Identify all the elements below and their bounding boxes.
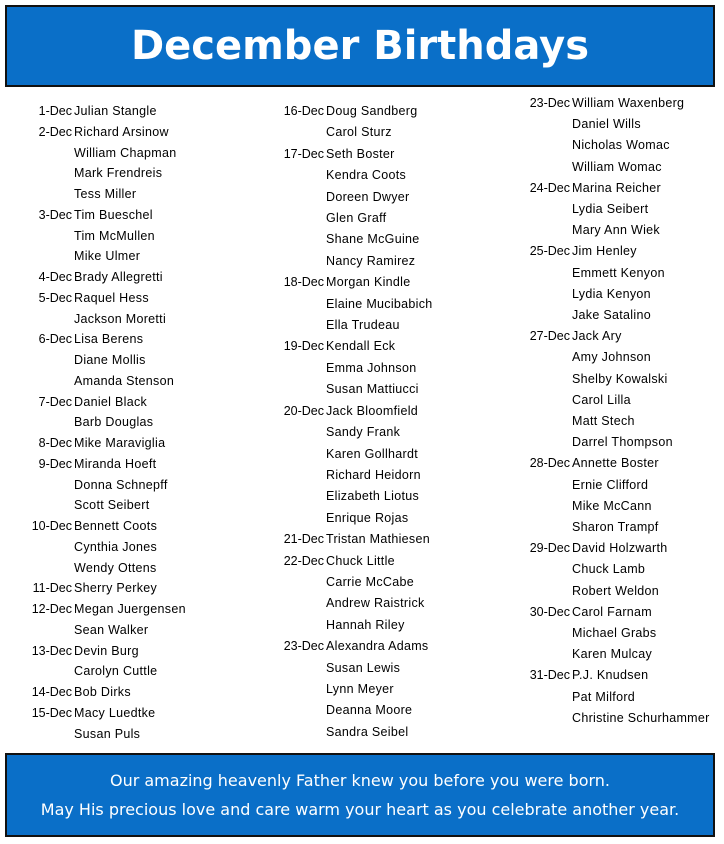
birthday-names [572, 241, 665, 326]
birthday-name: Tess Miller [74, 187, 137, 201]
birthday-names [74, 599, 186, 641]
birthday-names [74, 329, 174, 391]
birthday-entry [510, 665, 710, 729]
birthday-entry [12, 599, 186, 641]
birthday-date: 3-Dec [38, 207, 72, 222]
birthday-names [572, 665, 710, 729]
birthday-name: Shane McGuine [326, 232, 420, 247]
birthday-date: 18-Dec [283, 275, 324, 290]
birthday-date: 23-Dec [283, 639, 324, 654]
birthday-name: Lynn Meyer [326, 681, 394, 696]
footer-line-2: May His precious love and care warm your heart as you celebrate another year. [40, 800, 680, 819]
birthday-date: 16-Dec [283, 104, 324, 118]
birthday-name: Amanda Stenson [74, 373, 175, 388]
birthday-names [572, 93, 684, 178]
birthday-name: Carol Lilla [572, 392, 631, 407]
birthday-name: Tim McMullen [74, 228, 155, 243]
birthday-name: Amy Johnson [572, 350, 652, 365]
birthday-name: Mark Frendreis [74, 166, 163, 181]
birthday-names [572, 453, 659, 538]
birthday-date: 2-Dec [38, 124, 72, 139]
birthday-date: 14-Dec [31, 685, 72, 699]
birthday-name: Shelby Kowalski [572, 371, 668, 386]
birthday-name: Darrel Thompson [572, 435, 673, 450]
birthday-names [74, 454, 168, 516]
birthday-entry [264, 336, 433, 400]
birthday-name: Raquel Hess [74, 290, 149, 305]
birthday-entry [12, 288, 186, 330]
birthday-date: 22-Dec [283, 553, 324, 568]
birthday-name: Jackson Moretti [74, 311, 167, 326]
birthday-name: Devin Burg [74, 643, 139, 658]
birthday-name: Richard Heidorn [326, 467, 421, 482]
birthday-names [572, 602, 657, 666]
birthday-name: P.J. Knudsen [572, 668, 649, 683]
birthday-date: 31-Dec [529, 668, 570, 683]
birthday-entry [510, 93, 710, 178]
birthday-names [74, 101, 157, 122]
birthday-date: 21-Dec [283, 532, 324, 547]
birthday-names [74, 205, 155, 267]
birthday-name: Ella Trudeau [326, 318, 400, 333]
birthday-name: Jim Henley [572, 244, 637, 259]
birthday-name: Lisa Berens [74, 332, 144, 347]
birthday-entry [12, 205, 186, 267]
birthday-name: Kendall Eck [326, 339, 396, 354]
birthday-entry [12, 433, 186, 454]
birthday-names [74, 703, 155, 745]
birthday-name: Emmett Kenyon [572, 265, 665, 280]
birthday-entry [12, 267, 186, 288]
birthday-name: Bennett Coots [74, 519, 158, 533]
birthday-name: Alexandra Adams [326, 639, 429, 654]
birthday-column-2 [264, 101, 433, 743]
birthday-name: Nicholas Womac [572, 138, 670, 153]
birthday-entry [12, 641, 186, 683]
birthday-name: Morgan Kindle [326, 275, 411, 290]
birthday-entry [264, 529, 433, 550]
birthday-name: Annette Boster [572, 456, 659, 471]
footer-line-1: Our amazing heavenly Father knew you before you were born. [109, 771, 611, 790]
birthday-names [326, 272, 433, 336]
birthday-name: William Waxenberg [572, 96, 685, 110]
birthday-entry [12, 329, 186, 391]
birthday-name: Mike Maraviglia [74, 436, 166, 450]
birthday-entry [264, 551, 433, 637]
birthday-entry [264, 401, 433, 529]
birthday-name: Richard Arsinow [74, 124, 169, 139]
birthday-name: Miranda Hoeft [74, 456, 157, 471]
birthday-names [74, 267, 163, 288]
birthday-name: Wendy Ottens [74, 560, 157, 575]
title-banner [5, 5, 715, 87]
birthday-names [572, 178, 661, 242]
birthday-date: 6-Dec [38, 332, 72, 347]
birthday-entry [12, 578, 186, 599]
birthday-name: Emma Johnson [326, 360, 417, 375]
birthday-name: Doreen Dwyer [326, 189, 410, 204]
birthday-entry [510, 326, 710, 453]
birthday-names [74, 392, 153, 434]
birthday-name: Elizabeth Liotus [326, 489, 420, 504]
birthday-name: Jack Ary [572, 329, 622, 344]
birthday-name: Elaine Mucibabich [326, 296, 433, 311]
birthday-name: Seth Boster [326, 146, 395, 161]
birthday-name: William Chapman [74, 145, 177, 160]
birthday-name: Nancy Ramirez [326, 253, 416, 268]
birthday-date: 25-Dec [529, 244, 570, 259]
birthday-date: 12-Dec [31, 602, 72, 616]
birthday-name: Barb Douglas [74, 415, 154, 430]
birthday-date: 27-Dec [529, 329, 570, 344]
birthday-date: 17-Dec [283, 146, 324, 161]
birthday-name: Diane Mollis [74, 353, 146, 367]
birthday-date: 24-Dec [529, 180, 570, 195]
birthday-name: Tristan Mathiesen [326, 532, 430, 547]
birthday-name: Deanna Moore [326, 703, 413, 718]
birthday-name: Chuck Lamb [572, 562, 646, 577]
birthday-name: Daniel Black [74, 394, 148, 409]
birthday-name: Susan Mattiucci [326, 382, 419, 397]
birthday-entry [12, 682, 186, 703]
birthday-date: 4-Dec [38, 270, 72, 284]
birthday-date: 30-Dec [529, 604, 570, 619]
birthday-names [326, 401, 421, 529]
birthday-entry [510, 241, 710, 326]
birthday-name: Christine Schurhammer [572, 710, 710, 725]
birthday-names [326, 551, 425, 637]
birthday-name: Susan Puls [74, 726, 141, 741]
birthday-names [74, 516, 157, 578]
birthday-name: Bob Dirks [74, 685, 131, 699]
birthday-name: Carol Farnam [572, 604, 653, 619]
birthday-name: Scott Seibert [74, 498, 150, 513]
birthday-names [74, 682, 131, 703]
birthday-name: Marina Reicher [572, 180, 661, 195]
birthday-date: 29-Dec [529, 541, 570, 556]
birthday-name: Tim Bueschel [74, 207, 153, 222]
birthday-name: Pat Milford [572, 689, 636, 704]
birthday-entry [12, 516, 186, 578]
birthday-names [326, 336, 419, 400]
birthday-name: David Holzwarth [572, 541, 668, 556]
birthday-name: Susan Lewis [326, 660, 401, 675]
birthday-name: William Womac [572, 159, 662, 174]
birthday-date: 5-Dec [38, 290, 72, 305]
birthday-entry [264, 636, 433, 743]
birthday-entry [264, 272, 433, 336]
birthday-date: 10-Dec [31, 519, 72, 533]
birthday-name: Ernie Clifford [572, 477, 649, 492]
birthday-names [74, 288, 166, 330]
birthday-date: 7-Dec [38, 394, 72, 409]
birthday-date: 8-Dec [38, 436, 72, 450]
birthday-names [74, 578, 157, 599]
birthday-name: Carolyn Cuttle [74, 664, 158, 679]
birthday-name: Sharon Trampf [572, 520, 659, 535]
birthday-name: Chuck Little [326, 553, 395, 568]
birthday-entry [264, 144, 433, 272]
birthday-entry [510, 453, 710, 538]
birthday-names [326, 144, 420, 272]
birthday-names [74, 122, 176, 205]
birthday-name: Daniel Wills [572, 117, 641, 132]
birthday-date: 9-Dec [38, 456, 72, 471]
birthday-name: Matt Stech [572, 414, 635, 429]
birthday-name: Cynthia Jones [74, 539, 158, 554]
birthday-entry [12, 101, 186, 122]
birthday-name: Glen Graff [326, 211, 387, 226]
birthday-name: Mike McCann [572, 498, 652, 513]
birthday-names [74, 641, 157, 683]
birthday-date: 15-Dec [31, 705, 72, 720]
birthday-column-1 [12, 101, 186, 744]
birthday-date: 11-Dec [32, 581, 72, 596]
birthday-entry [510, 538, 710, 602]
birthday-name: Sean Walker [74, 622, 149, 637]
birthday-entry [12, 454, 186, 516]
birthday-name: Megan Juergensen [74, 602, 186, 616]
birthday-name: Jake Satalino [572, 308, 651, 323]
birthday-date: 1-Dec [38, 104, 72, 118]
birthday-name: Lydia Seibert [572, 202, 649, 217]
birthday-name: Hannah Riley [326, 617, 405, 632]
birthday-names [572, 538, 668, 602]
birthday-entry [12, 392, 186, 434]
birthday-date: 23-Dec [529, 96, 570, 110]
birthday-name: Carol Sturz [326, 125, 392, 140]
birthday-column-3 [510, 93, 710, 729]
birthday-name: Macy Luedtke [74, 705, 156, 720]
birthday-names [326, 529, 430, 550]
birthday-name: Brady Allegretti [74, 270, 163, 284]
birthday-entry [12, 122, 186, 205]
footer-banner [5, 753, 715, 837]
birthday-name: Robert Weldon [572, 583, 660, 598]
birthday-name: Sherry Perkey [74, 581, 158, 596]
birthday-name: Andrew Raistrick [326, 596, 425, 611]
birthday-name: Jack Bloomfield [326, 403, 419, 418]
birthday-date: 28-Dec [529, 456, 570, 471]
birthday-names [572, 326, 673, 453]
birthday-name: Mary Ann Wiek [572, 223, 660, 238]
birthday-names [74, 433, 165, 454]
birthday-entry [12, 703, 186, 745]
birthday-name: Sandy Frank [326, 425, 401, 440]
birthday-name: Karen Mulcay [572, 647, 653, 662]
birthday-name: Julian Stangle [74, 104, 157, 118]
birthday-name: Donna Schnepff [74, 477, 168, 492]
birthday-name: Carrie McCabe [326, 574, 414, 589]
birthday-date: 19-Dec [283, 339, 324, 354]
birthday-name: Mike Ulmer [74, 249, 141, 264]
birthday-name: Lydia Kenyon [572, 286, 651, 301]
page-title: December Birthdays [130, 23, 590, 69]
birthday-name: Michael Grabs [572, 626, 657, 641]
birthday-name: Sandra Seibel [326, 724, 409, 739]
birthday-names [326, 636, 428, 743]
birthday-name: Kendra Coots [326, 168, 407, 183]
birthday-name: Enrique Rojas [326, 510, 409, 525]
birthday-entry [510, 602, 710, 666]
birthday-date: 13-Dec [31, 643, 72, 658]
birthday-names [326, 101, 417, 144]
birthday-name: Doug Sandberg [326, 104, 418, 118]
birthday-entry [510, 178, 710, 242]
birthday-date: 20-Dec [283, 403, 324, 418]
birthday-name: Karen Gollhardt [326, 446, 419, 461]
birthday-entry [264, 101, 433, 144]
